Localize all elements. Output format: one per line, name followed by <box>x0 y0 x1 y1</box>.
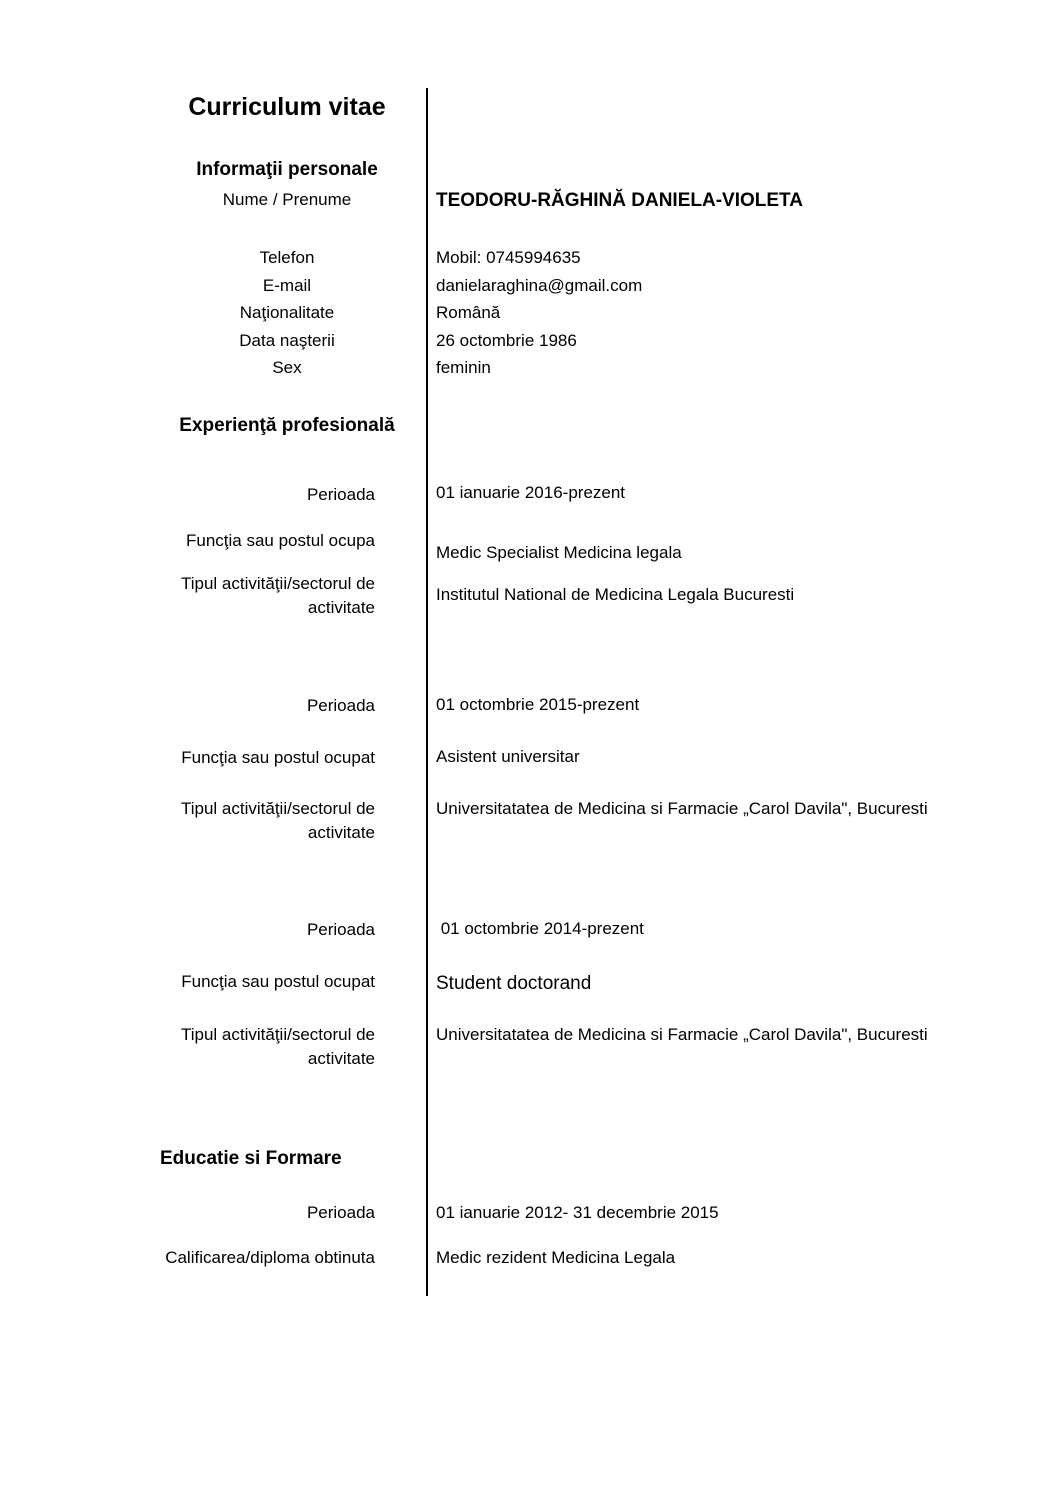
phone-label: Telefon <box>259 248 315 267</box>
sector-label: Tipul activităţii/sectorul de <box>180 574 375 593</box>
sector-value: Institutul National de Medicina Legala Bucuresti <box>436 585 795 604</box>
section-heading-education: Educatie si Formare <box>160 1148 342 1169</box>
name-value: TEODORU-RĂGHINĂ DANIELA-VIOLETA <box>436 190 803 211</box>
section-heading-experience: Experienţă profesională <box>179 415 395 436</box>
period-value: 01 ianuarie 2016-prezent <box>436 483 626 502</box>
name-label: Nume / Prenume <box>222 190 352 209</box>
position-label: Funcţia sau postul ocupa <box>185 531 375 550</box>
column-divider <box>426 88 428 1296</box>
nationality-label: Naţionalitate <box>239 303 335 322</box>
email-value: danielaraghina@gmail.com <box>436 276 643 295</box>
sector-label: Tipul activităţii/sectorul de <box>180 799 375 818</box>
sector-value: Universitatatea de Medicina si Farmacie „Carol Davila", Bucuresti <box>436 799 928 818</box>
nationality-value: Română <box>436 303 501 322</box>
period-label: Perioada <box>306 1203 375 1222</box>
position-label: Funcţia sau postul ocupat <box>181 748 375 767</box>
sex-label: Sex <box>272 358 302 377</box>
sector-value: Universitatatea de Medicina si Farmacie „Carol Davila", Bucuresti <box>436 1025 928 1044</box>
birthdate-value: 26 octombrie 1986 <box>436 331 577 350</box>
birthdate-label: Data naşterii <box>239 331 335 350</box>
sector-label: Tipul activităţii/sectorul de <box>180 1025 375 1044</box>
sex-value: feminin <box>436 358 491 377</box>
qualification-value: Medic rezident Medicina Legala <box>436 1248 676 1267</box>
period-label: Perioada <box>306 920 375 939</box>
sector-label-cont: activitate <box>307 1049 375 1068</box>
period-value: 01 octombrie 2015-prezent <box>436 695 640 714</box>
period-value: 01 ianuarie 2012- 31 decembrie 2015 <box>436 1203 719 1222</box>
position-value: Medic Specialist Medicina legala <box>436 543 682 562</box>
section-heading-personal: Informaţii personale <box>196 159 378 180</box>
period-label: Perioada <box>306 696 375 715</box>
sector-label-cont: activitate <box>307 823 375 842</box>
email-label: E-mail <box>262 276 312 295</box>
qualification-label: Calificarea/diploma obtinuta <box>165 1248 375 1267</box>
period-value: 01 octombrie 2014-prezent <box>436 919 644 938</box>
position-value: Asistent universitar <box>436 747 580 766</box>
position-label: Funcţia sau postul ocupat <box>181 972 375 991</box>
position-value: Student doctorand <box>436 973 592 994</box>
period-label: Perioada <box>306 485 375 504</box>
page-title: Curriculum vitae <box>188 93 386 121</box>
phone-value: Mobil: 0745994635 <box>436 248 581 267</box>
sector-label-cont: activitate <box>307 598 375 617</box>
